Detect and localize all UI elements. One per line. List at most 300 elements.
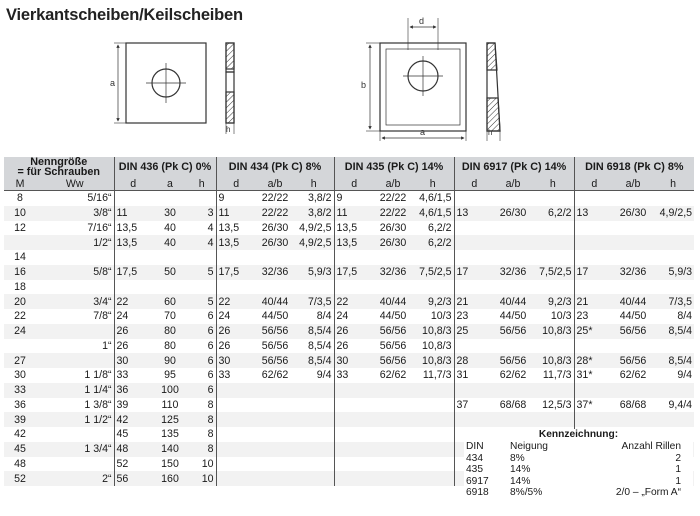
table-cell: 30 [334, 353, 374, 368]
table-cell: 5/8“ [36, 265, 114, 280]
table-cell: 28* [574, 353, 614, 368]
table-cell [294, 457, 334, 472]
subheader-cell: M [4, 177, 36, 191]
table-row [4, 353, 694, 368]
table-cell: 26/30 [614, 206, 652, 221]
table-cell [36, 457, 114, 472]
table-row [4, 368, 694, 383]
table-cell [36, 324, 114, 339]
table-cell [374, 442, 412, 457]
table-cell: 36 [14, 398, 26, 411]
table-cell: 45 [4, 442, 36, 457]
kennzeichnung-cell: 6917 [466, 475, 489, 487]
table-cell [574, 383, 614, 398]
table-cell [256, 383, 294, 398]
table-cell: 4 [188, 235, 216, 250]
table-cell: 9 [216, 191, 256, 206]
table-cell [152, 250, 188, 265]
table-cell [334, 280, 374, 295]
subheader-cell: h [294, 177, 334, 191]
table-cell [334, 471, 374, 486]
table-cell [216, 412, 256, 427]
subheader-cell: d [574, 177, 614, 191]
table-cell [652, 412, 694, 427]
table-cell: 9,2/3 [412, 294, 454, 309]
kennzeichnung-row [464, 476, 693, 488]
dim-label-a-vertical: a [110, 78, 116, 88]
table-row [4, 250, 694, 265]
table-cell: 6,2/2 [532, 206, 574, 221]
table-cell: 40 [152, 235, 188, 250]
table-cell [36, 280, 114, 295]
table-cell [36, 427, 114, 442]
table-cell [256, 250, 294, 265]
table-cell: 7/3,5 [294, 294, 334, 309]
table-cell: 10,8/3 [412, 353, 454, 368]
table-cell [532, 280, 574, 295]
subheader-cell: d [114, 177, 152, 191]
table-cell: 7,5/2,5 [532, 265, 574, 280]
table-cell: 24 [114, 309, 152, 324]
table-cell [494, 250, 532, 265]
table-row [4, 383, 694, 398]
table-cell: 11 [334, 206, 374, 221]
table-cell [574, 280, 614, 295]
table-cell: 62/62 [261, 369, 289, 382]
table-cell: 21 [574, 294, 614, 309]
table-cell [574, 412, 614, 427]
table-cell: 11,7/3 [542, 369, 572, 382]
table-cell [494, 221, 532, 236]
table-cell: 9,4/4 [668, 398, 693, 411]
table-cell: 30 [216, 353, 256, 368]
table-cell [294, 471, 334, 486]
table-cell: 4,9/2,5 [299, 221, 332, 234]
kennzeichnung-cell: 8%/5% [510, 487, 543, 499]
table-cell [334, 457, 374, 472]
table-row [4, 280, 694, 295]
table-cell [454, 191, 494, 206]
table-row [4, 191, 694, 206]
table-cell [532, 235, 574, 250]
table-row [4, 265, 694, 280]
table-cell: 30 [14, 369, 26, 382]
table-cell: 1 1/8“ [84, 369, 112, 382]
table-cell: 39 [114, 398, 152, 413]
table-row [4, 324, 694, 339]
table-cell: 11,7/3 [422, 369, 452, 382]
table-cell: 17,5 [216, 265, 256, 280]
table-cell: 28 [454, 353, 494, 368]
table-cell [532, 191, 574, 206]
kennzeichnung-cell: 2 [675, 452, 681, 464]
table-cell: 7,5/2,5 [412, 265, 454, 280]
kennzeichnung-header-neigung: Neigung [510, 441, 548, 452]
table-cell [614, 191, 652, 206]
table-cell [652, 235, 694, 250]
table-cell [256, 280, 294, 295]
table-cell: 4,9/2,5 [294, 235, 334, 250]
table-cell [36, 250, 114, 265]
table-cell: 23 [454, 309, 494, 324]
table-cell [532, 339, 574, 354]
table-cell: 11 [216, 206, 256, 221]
table-cell [454, 383, 494, 398]
table-cell [334, 250, 374, 265]
table-cell: 10,8/3 [412, 324, 454, 339]
table-cell: 24 [4, 324, 36, 339]
header-din-434: DIN 434 (Pk C) 8% [216, 157, 334, 177]
table-cell: 18 [14, 280, 26, 293]
kennzeichnung-title: Kennzeichnung: [538, 429, 619, 440]
table-cell: 40/44 [374, 294, 412, 309]
table-cell [652, 191, 694, 206]
table-cell: 31* [574, 368, 614, 383]
table-cell: 33 [114, 368, 152, 383]
table-cell: 5 [188, 294, 216, 309]
table-cell: 4,6/1,5 [412, 206, 454, 221]
table-cell [334, 398, 374, 413]
table-cell: 6 [188, 353, 216, 368]
table-cell [216, 427, 256, 442]
table-cell [188, 280, 216, 295]
table-cell: 8 [188, 442, 216, 457]
table-cell [454, 280, 494, 295]
table-cell: 24 [216, 309, 256, 324]
kennzeichnung-cell: 8% [510, 452, 525, 464]
table-cell [294, 427, 334, 442]
dim-label-d: d [419, 16, 425, 26]
table-cell: 100 [152, 383, 188, 398]
table-cell: 9 [334, 191, 374, 206]
table-cell: 22/22 [379, 192, 407, 205]
table-cell: 26 [216, 339, 256, 354]
table-cell: 44/50 [379, 310, 407, 323]
table-cell [412, 457, 454, 472]
table-cell: 26 [114, 339, 152, 354]
table-cell: 26/30 [261, 221, 289, 234]
table-cell: 56/56 [256, 324, 294, 339]
table-cell: 8 [207, 398, 214, 411]
table-cell: 60 [152, 294, 188, 309]
table-cell: 26/30 [494, 206, 532, 221]
table-cell: 1 1/4“ [36, 383, 114, 398]
table-cell [188, 250, 216, 265]
table-cell: 10,8/3 [422, 339, 452, 352]
table-cell: 17 [454, 265, 494, 280]
table-row [4, 309, 694, 324]
table-cell: 37* [574, 398, 614, 413]
kennzeichnung-cell: 14% [510, 464, 531, 476]
table-cell [374, 457, 412, 472]
table-cell: 22 [114, 294, 152, 309]
table-cell: 22 [14, 310, 26, 323]
table-cell [216, 383, 256, 398]
table-cell [374, 280, 412, 295]
dim-label-h-2: h [488, 128, 493, 137]
table-cell: 26/30 [379, 221, 407, 234]
table-cell [114, 280, 152, 295]
table-cell: 56/56 [379, 339, 407, 352]
table-cell: 40/44 [614, 294, 652, 309]
table-cell: 5,9/3 [652, 265, 694, 280]
table-cell: 17,5 [334, 265, 374, 280]
table-row [4, 206, 694, 221]
table-cell: 48 [14, 457, 26, 470]
table-cell: 8/4 [316, 310, 332, 323]
kennzeichnung-header-row [464, 441, 693, 453]
table-cell: 6,2/2 [427, 221, 452, 234]
table-cell [114, 191, 152, 206]
table-cell: 140 [152, 442, 188, 457]
table-cell: 44/50 [619, 310, 647, 323]
table-cell [614, 250, 652, 265]
table-cell: 1 3/8“ [84, 398, 112, 411]
table-cell: 42 [14, 428, 26, 441]
table-cell: 5,9/3 [294, 265, 334, 280]
table-cell [374, 412, 412, 427]
square-washer-front-view [114, 43, 206, 123]
subheader-cell: h [412, 177, 454, 191]
table-cell [256, 457, 294, 472]
wedge-washer-front-view [366, 18, 466, 141]
table-cell: 3 [188, 206, 216, 221]
table-cell [188, 191, 216, 206]
table-cell: 52 [4, 471, 36, 486]
table-cell [256, 471, 294, 486]
table-cell [532, 221, 574, 236]
table-cell [494, 235, 532, 250]
header-din-435: DIN 435 (Pk C) 14% [334, 157, 454, 177]
table-row [4, 294, 694, 309]
table-cell: 6 [188, 383, 216, 398]
table-cell: 13 [574, 206, 614, 221]
table-cell [454, 412, 494, 427]
table-cell: 11 [114, 206, 152, 221]
table-cell: 44/50 [261, 310, 289, 323]
table-cell: 36 [114, 383, 152, 398]
table-cell: 26 [216, 324, 256, 339]
table-cell: 56 [114, 471, 152, 486]
table-cell: 32/36 [614, 265, 652, 280]
table-cell [152, 280, 188, 295]
table-cell: 2“ [36, 471, 114, 486]
table-cell: 17,5 [114, 265, 152, 280]
table-cell [454, 235, 494, 250]
table-cell [652, 250, 694, 265]
table-cell [374, 427, 412, 442]
table-cell: 50 [152, 265, 188, 280]
table-cell [412, 442, 454, 457]
table-cell: 39 [4, 412, 36, 427]
table-cell [256, 398, 294, 413]
table-cell [412, 427, 454, 442]
table-cell: 6 [207, 369, 214, 382]
table-cell [4, 339, 36, 354]
table-cell: 42 [114, 412, 152, 427]
table-cell [494, 339, 532, 354]
header-din-6918: DIN 6918 (Pk C) 8% [574, 157, 694, 177]
table-cell [412, 398, 454, 413]
table-cell: 13,5 [334, 221, 374, 236]
subheader-cell: a/b [256, 177, 294, 191]
table-cell: 6 [188, 324, 216, 339]
table-cell [574, 250, 614, 265]
table-cell [412, 250, 454, 265]
table-cell: 13,5 [216, 235, 256, 250]
table-cell: 8,5/4 [652, 324, 694, 339]
table-cell [412, 383, 454, 398]
table-cell: 13,5 [334, 235, 374, 250]
table-cell: 6 [207, 339, 214, 352]
table-cell [334, 427, 374, 442]
table-cell: 12 [14, 221, 26, 234]
page-title: Vierkantscheiben/Keilscheiben [6, 6, 243, 24]
table-cell [256, 412, 294, 427]
subheader-cell: a/b [374, 177, 412, 191]
table-cell: 13 [454, 206, 494, 221]
table-cell: 45 [114, 427, 152, 442]
table-cell: 52 [114, 457, 152, 472]
table-cell: 30 [114, 353, 152, 368]
table-cell [334, 442, 374, 457]
table-cell: 10 [4, 206, 36, 221]
table-cell: 56/56 [261, 339, 289, 352]
table-cell: 14 [14, 251, 26, 264]
dim-label-h-1: h [226, 125, 231, 134]
table-cell: 40/44 [256, 294, 294, 309]
table-cell: 32/36 [374, 265, 412, 280]
table-cell: 7/3,5 [652, 294, 694, 309]
table-cell: 37 [454, 398, 494, 413]
kennzeichnung-cell: 434 [466, 452, 483, 464]
table-cell: 13,5 [114, 221, 152, 236]
table-cell: 68/68 [619, 398, 647, 411]
table-cell [4, 235, 36, 250]
subheader-cell: h [532, 177, 574, 191]
table-cell [454, 221, 494, 236]
table-cell [294, 383, 334, 398]
table-cell [412, 471, 454, 486]
table-row [4, 412, 694, 427]
subheader-cell: h [652, 177, 694, 191]
table-cell [294, 398, 334, 413]
table-cell: 48 [114, 442, 152, 457]
table-cell: 4,6/1,5 [419, 192, 452, 205]
table-cell: 56/56 [374, 353, 412, 368]
table-cell: 16 [4, 265, 36, 280]
table-cell [532, 383, 574, 398]
table-cell: 8/4 [677, 310, 693, 323]
table-cell: 62/62 [499, 369, 527, 382]
table-cell [374, 471, 412, 486]
table-cell [574, 191, 614, 206]
table-cell: 9/4 [677, 369, 693, 382]
kennzeichnung-cell: 435 [466, 464, 483, 476]
table-cell [374, 398, 412, 413]
wedge-washer-side-view [487, 43, 500, 141]
subheader-cell: Ww [36, 177, 114, 191]
table-cell: 7/16“ [87, 221, 112, 234]
table-cell: 33 [216, 368, 256, 383]
subheader-cell: d [216, 177, 256, 191]
kennzeichnung-row [464, 464, 693, 476]
table-cell [36, 353, 114, 368]
table-cell: 4 [207, 221, 214, 234]
table-cell: 62/62 [379, 369, 407, 382]
table-cell: 10/3 [550, 310, 572, 323]
table-cell: 56/56 [614, 324, 652, 339]
kennzeichnung-cell: 2/0 – „Form A“ [615, 487, 681, 499]
table-cell [114, 250, 152, 265]
table-cell [652, 383, 694, 398]
table-cell: 56/56 [494, 324, 532, 339]
table-cell [454, 339, 494, 354]
table-cell: 1 1/2“ [36, 412, 114, 427]
table-cell: 10,8/3 [532, 353, 574, 368]
kennzeichnung-row [464, 487, 693, 499]
table-cell [294, 280, 334, 295]
table-cell: 110 [161, 398, 179, 411]
table-cell: 17 [574, 265, 614, 280]
kennzeichnung-rows [464, 453, 693, 499]
table-cell [334, 412, 374, 427]
table-cell: 26/30 [256, 235, 294, 250]
table-cell: 135 [161, 428, 179, 441]
table-cell [652, 280, 694, 295]
square-washer-side-view [226, 43, 234, 134]
table-cell: 13,5 [114, 235, 152, 250]
table-cell [216, 442, 256, 457]
table-cell: 6 [207, 310, 214, 323]
table-cell [216, 250, 256, 265]
table-cell: 8,5/4 [294, 324, 334, 339]
table-cell [614, 235, 652, 250]
table-cell: 7/8“ [93, 310, 112, 323]
table-cell [494, 412, 532, 427]
table-cell: 32/36 [494, 265, 532, 280]
table-cell: 80 [152, 324, 188, 339]
table-cell: 62/62 [619, 369, 647, 382]
table-row [4, 221, 694, 236]
table-cell: 70 [164, 310, 176, 323]
table-cell: 44/50 [499, 310, 527, 323]
table-cell: 8 [207, 428, 214, 441]
table-cell [334, 383, 374, 398]
table-cell [494, 191, 532, 206]
table-cell [614, 339, 652, 354]
table-cell [294, 412, 334, 427]
table-cell: 30 [152, 206, 188, 221]
kennzeichnung-cell: 1 [675, 475, 681, 487]
table-cell [574, 339, 614, 354]
subheader-cell: h [188, 177, 216, 191]
table-cell: 22 [216, 294, 256, 309]
table-cell: 22/22 [374, 206, 412, 221]
table-cell: 26 [114, 324, 152, 339]
table-cell: 56/56 [374, 324, 412, 339]
table-cell [614, 280, 652, 295]
table-cell [152, 191, 188, 206]
table-cell: 27 [4, 353, 36, 368]
table-cell [614, 221, 652, 236]
table-cell: 3,8/2 [307, 192, 332, 205]
table-cell: 56/56 [256, 353, 294, 368]
table-cell [652, 339, 694, 354]
table-cell: 26 [334, 339, 374, 354]
table-cell [374, 383, 412, 398]
table-cell: 22 [334, 294, 374, 309]
